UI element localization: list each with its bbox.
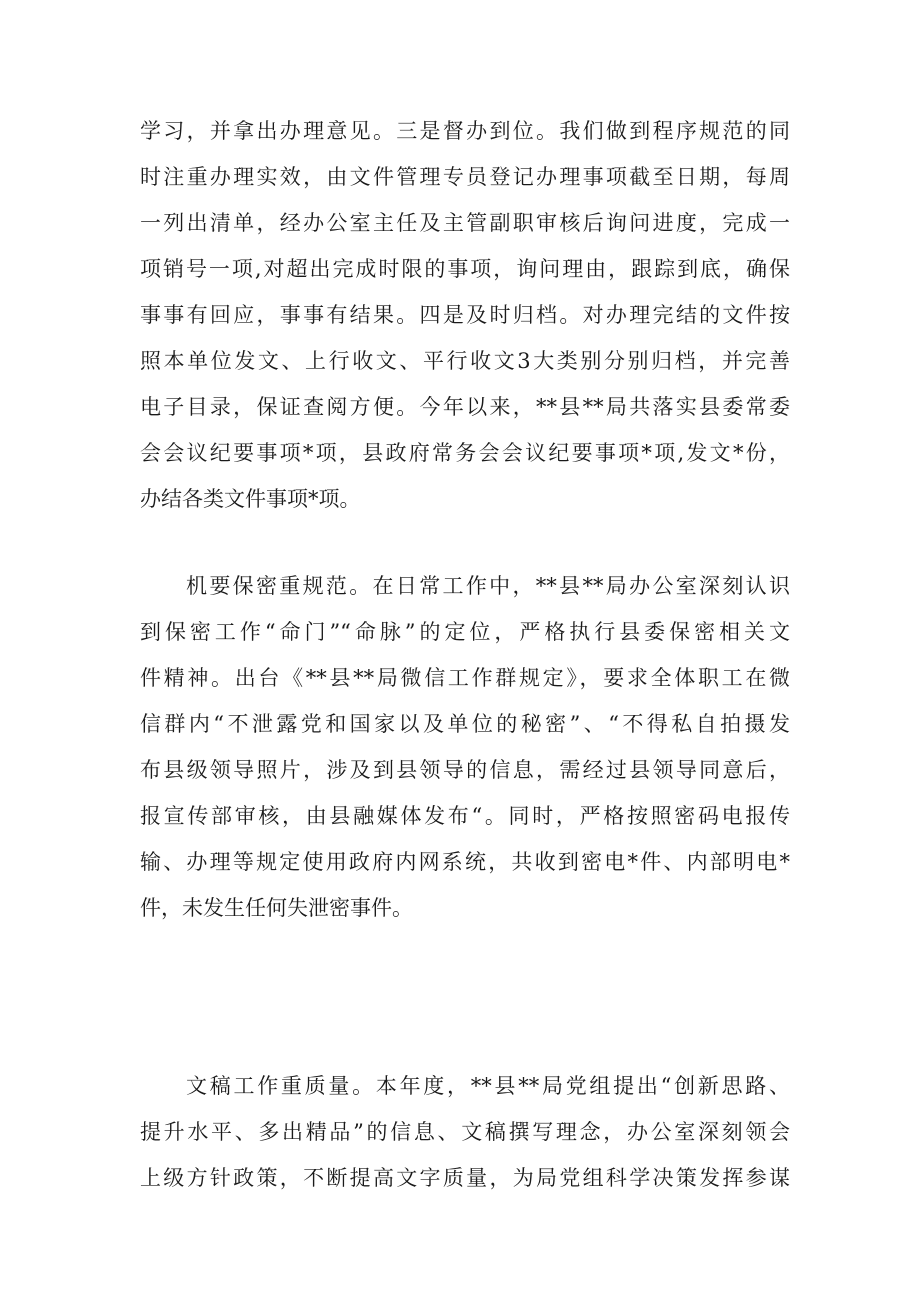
text-line: 报宣传部审核，由县融媒体发布“。同时，严格按照密码电报传 bbox=[140, 804, 790, 828]
paragraph-writing-quality bbox=[140, 1063, 790, 1201]
text-line: 会会议纪要事项*项，县政府常务会会议纪要事项*项,发文*份， bbox=[140, 441, 790, 465]
text-line: 件精神。出台《**县**局微信工作群规定》，要求全体职工在微 bbox=[140, 666, 790, 690]
text-line: 项销号一项,对超出完成时限的事项，询问理由，跟踪到底，确保 bbox=[140, 257, 790, 281]
text-line: 一列出清单，经办公室主任及主管副职审核后询问进度，完成一 bbox=[140, 211, 790, 235]
text-line: 提升水平、多出精品”的信息、文稿撰写理念，办公室深刻领会 bbox=[140, 1120, 790, 1144]
text-line: 布县级领导照片，涉及到县领导的信息，需经过县领导同意后， bbox=[140, 758, 790, 782]
text-line: 电子目录，保证查阅方便。今年以来，**县**局共落实县委常委 bbox=[140, 395, 790, 419]
text-line: 件，未发生任何失泄密事件。 bbox=[140, 896, 413, 920]
text-line: 办结各类文件事项*项。 bbox=[140, 487, 361, 511]
text-line: 时注重办理实效，由文件管理专员登记办理事项截至日期，每周 bbox=[140, 165, 790, 189]
text-line: 学习，并拿出办理意见。三是督办到位。我们做到程序规范的同 bbox=[140, 119, 790, 143]
text-line: 输、办理等规定使用政府内网系统，共收到密电*件、内部明电* bbox=[140, 850, 790, 874]
text-line: 机要保密重规范。在日常工作中，**县**局办公室深刻认识 bbox=[186, 574, 790, 598]
text-line: 事事有回应，事事有结果。四是及时归档。对办理完结的文件按 bbox=[140, 303, 790, 327]
paragraph-document-handling bbox=[140, 108, 790, 522]
paragraph-confidentiality bbox=[140, 563, 790, 931]
text-line: 照本单位发文、上行收文、平行收文3大类别分别归档，并完善 bbox=[140, 349, 790, 373]
text-line: 到保密工作“命门”“命脉”的定位，严格执行县委保密相关文 bbox=[140, 620, 790, 644]
text-line: 文稿工作重质量。本年度，**县**局党组提出“创新思路、 bbox=[186, 1074, 790, 1098]
text-line: 信群内“不泄露党和国家以及单位的秘密”、“不得私自拍摄发 bbox=[140, 712, 790, 736]
text-line: 上级方针政策，不断提高文字质量，为局党组科学决策发挥参谋 bbox=[140, 1166, 790, 1190]
